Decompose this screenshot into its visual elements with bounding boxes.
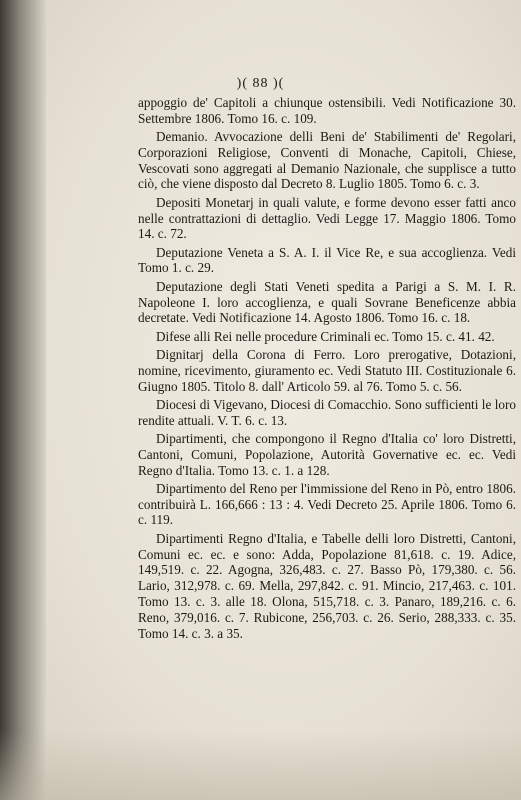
index-entry-dipartimento-reno: Dipartimento del Reno per l'immissione del Reno in Pò, entro 1806. contribuirà L. 166,666 : 13 : 4. Vedi Decreto 25. Aprile 1806. Tomo 6. c. 119.: [138, 480, 516, 528]
index-entry-difese: Difese alli Rei nelle procedure Criminali ec. Tomo 15. c. 41. 42.: [156, 328, 495, 344]
index-entry-depositi-monetarj: Depositi Monetarj in quali valute, e forme devono esser fatti anco nelle contrattazioni di dettaglio. Vedi Legge 17. Maggio 1806. Tomo 14. c. 72.: [138, 194, 516, 242]
index-entry-dignitarj: Dignitarj della Corona di Ferro. Loro prerogative, Dotazioni, nomine, ricevimento, giuramento ec. Vedi Statuto III. Costituzionale 6. Giugno 1805. Titolo 8. dall' Articolo 59. al 76. Tomo 5. c. 56.: [138, 346, 516, 394]
index-entry-diocesi: Diocesi di Vigevano, Diocesi di Comacchio. Sono sufficienti le loro rendite attuali. V. T. 6. c. 13.: [138, 396, 516, 428]
index-entry-appoggio: appoggio de' Capitoli a chiunque ostensibili. Vedi Notificazione 30. Settembre 1806. Tomo 16. c. 109.: [138, 95, 516, 126]
page-shadow: [0, 730, 521, 800]
index-entry-dipartimenti: Dipartimenti, che compongono il Regno d'Italia co' loro Distretti, Cantoni, Comuni, Popolazione, Autorità Governative ec. ec. Vedi Regno d'Italia. Tomo 13. c. 1. a 128.: [138, 430, 516, 478]
index-entries: [138, 95, 516, 644]
binding-gutter: [0, 0, 46, 800]
index-entry-demanio: Demanio. Avvocazione delli Beni de' Stabilimenti de' Regolari, Corporazioni Religiose, Conventi di Monache, Capitoli, Chiese, Vescovati sono aggregati al Demanio Nazionale, che supplisce a tutto ciò, che viene disposto dal Decreto 8. Luglio 1805. Tomo 6. c. 3.: [138, 129, 516, 192]
index-entry-dipartimenti-regno: Dipartimenti Regno d'Italia, e Tabelle delli loro Distretti, Cantoni, Comuni ec. ec. e sono: Adda, Popolazione 81,618. c. 19. Adice, 149,519. c. 22. Agogna, 326,483. c. 27. Basso Pò, 179,380. c. 56. Lario, 312,978. c. 69. Mella, 297,842. c. 91. Mincio, 217,463. c. 101. Tomo 13. c. 3. alle 18. Olona, 515,718. c. 3. Panaro, 189,216. c. 6. Reno, 379,016. c. 7. Rubicone, 256,703. c. 26. Serio, 288,333. c. 35. Tomo 14. c. 3. a 35.: [138, 530, 516, 641]
index-entry-deputazione-veneta: Deputazione Veneta a S. A. I. il Vice Re, e sua accoglienza. Vedi Tomo 1. c. 29.: [138, 244, 516, 276]
index-entry-deputazione-stati-veneti: Deputazione degli Stati Veneti spedita a Parigi a S. M. I. R. Napoleone I. loro accoglienza, e quali Sovrane Beneficenze abbia decretate. Vedi Notificazione 14. Agosto 1806. Tomo 16. c. 18.: [138, 278, 516, 326]
page-number: )( 88 )(: [236, 76, 285, 91]
